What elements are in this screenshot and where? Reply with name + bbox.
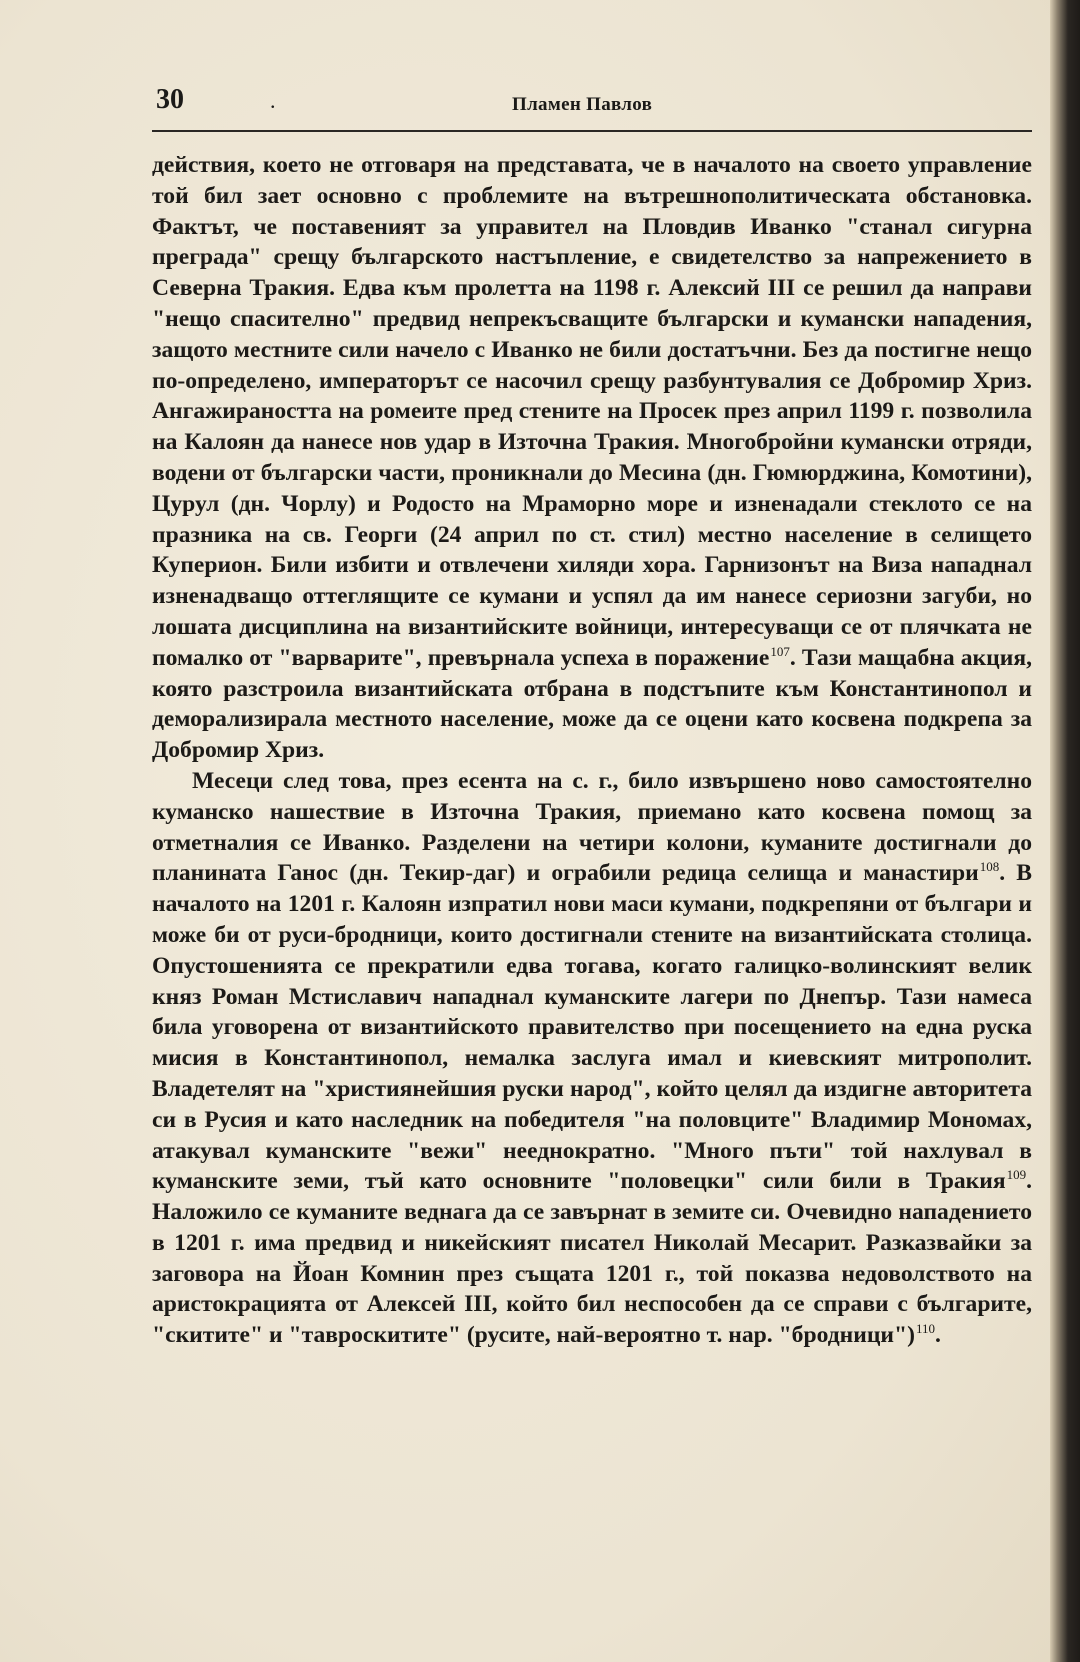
- running-title: Пламен Павлов: [512, 94, 653, 115]
- paragraph-segment: . Тази мащабна акция, която разстроила византийската отбрана в подстъпите към Константинопол и деморализирала местното население, може да се оцени като косвена подкрепа за Добромир Хриз.: [152, 644, 1032, 764]
- paragraph-segment: Месеци след това, през есента на с. г., било извършено ново самостоятелно куманско нашествие в Източна Тракия, приемано като косвена помощ за отметналия се Иванко. Разделени на четири колони, куманите достигнали до планината Ганос (дн. Текир-даг) и ограбили редица селища и манастири: [152, 767, 1032, 887]
- paragraph-segment: действия, което не отговаря на представата, че в началото на своето управление той бил зает основно с проблемите на вътрешнополитическата обстановка. Фактът, че поставеният за управител на Пловдив Иванко "станал сигурна преграда" срещу българското настъпление, е свидетелство за напрежението в Северна Тракия. Едва към пролетта на 1198 г. Алексий III се решил да направи "нещо спасително" предвид непрекъсващите български и кумански нападения, защото местните сили начело с Иванко не били достатъчни. Без да постигне нещо по-определено, императорът се насочил срещу разбунтувалия се Добромир Хриз. Ангажираността на ромеите пред стените на Просек през април 1199 г. позволила на Калоян да нанесе нов удар в Източна Тракия. Многобройни кумански отряди, водени от български части, проникнали до Месина (дн. Гюмюрджина, Комотини), Цурул (дн. Чорлу) и Родосто на Мраморно море и изненадали стеклото се на празника на св. Георги (24 април по ст. стил) местно население в селището Куперион. Били избити и отвлечени хиляди хора. Гарнизонът на Виза нападнал изненадващо оттеглящите се кумани и успял да им нанесе сериозни загуби, но лошата дисциплина на византийските войници, интересуващи се от плячката не помалко от "варварите", превърнала успеха в поражение: [152, 152, 1032, 671]
- paragraph-segment: . В началото на 1201 г. Калоян изпратил нови маси кумани, подкрепяни от българи и може би от руси-бродници, които достигнали стените на византийската столица. Опустошенията се прекратили едва тогава, когато галицко-волинският велик княз Роман Мстиславич нападнал куманските лагери по Днепър. Тази намеса била уговорена от византийското правителство при посещението на една руска мисия в Константинопол, немалка заслуга имал и киевският митрополит. Владетелят на "християнейшия руски народ", който целял да издигне авторитета си в Русия и като наследник на победителя "на половците" Владимир Мономах, атакувал куманските "вежи" нееднократно. "Много пъти" той нахлувал в куманските земи, тъй като основните "половецки" сили били в Тракия: [152, 860, 1032, 1195]
- paragraph-segment: . Наложило се куманите веднага да се завърнат в земите си. Очевидно нападението в 1201 г. има предвид и никейският писател Николай Месарит. Разказвайки за заговора на Йоан Комнин през същата 1201 г., той показва недоволството на аристокрацията от Алексей III, който бил неспособен да се справи с българите, "скитите" и "тавроскитите" (русите, най-вероятно т. нар. "бродници"): [152, 1168, 1032, 1349]
- paragraph-1: [152, 150, 1032, 766]
- footnote-marker: 109: [1006, 1167, 1027, 1183]
- footnote-marker: 108: [979, 859, 1000, 875]
- paragraph-segment: .: [935, 1322, 941, 1349]
- paragraph-2: [152, 766, 1032, 1351]
- header-dot: .: [270, 88, 276, 113]
- header-rule: [152, 130, 1032, 132]
- footnote-marker: 107: [770, 643, 790, 659]
- footnote-marker: 110: [915, 1321, 936, 1337]
- body-text: [152, 150, 1032, 1351]
- book-spine-edge: [1050, 0, 1080, 1662]
- page-header: [152, 78, 1032, 128]
- page-number: 30: [156, 84, 184, 115]
